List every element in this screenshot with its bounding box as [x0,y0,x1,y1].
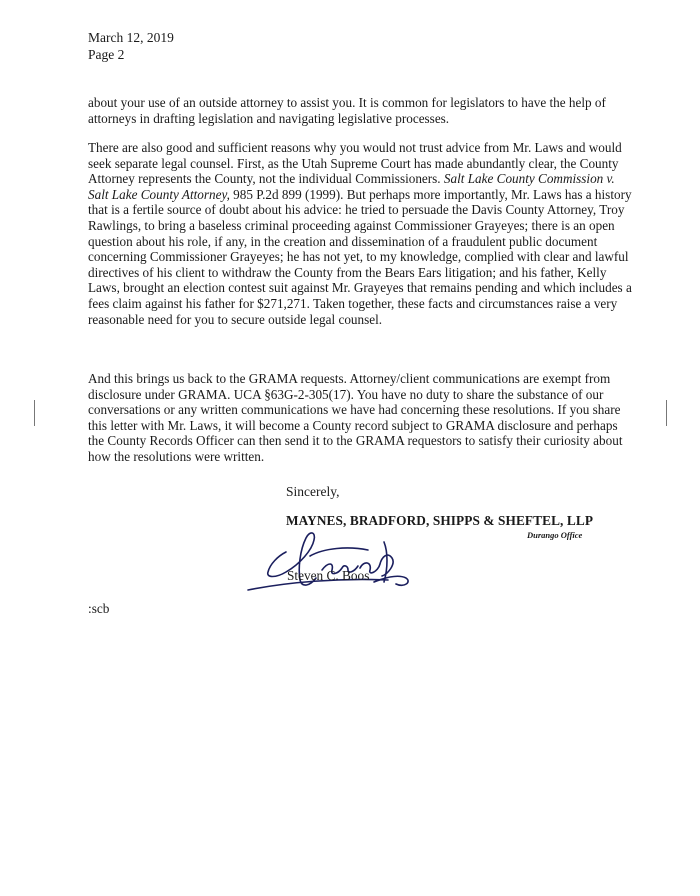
scan-margin-mark-left [34,400,35,426]
letter-header [88,29,174,63]
paragraph-1-text: about your use of an outside attorney to assist you. It is common for legislators to have the help of attorneys in drafting legislation and navigating legislative processes. [88,95,606,126]
paragraph-3-text: And this brings us back to the GRAMA requests. Attorney/client communications are exempt from disclosure under GRAMA. UCA §63G-2-305(17). You have no duty to share the substance of our conversations or any written communications we have had concerning these resolutions. If you share this letter with Mr. Laws, it will become a County record subject to GRAMA disclosure and perhaps the County Records Officer can then send it to the GRAMA requestors to satisfy their curiosity about how the resolutions were written. [88,371,623,464]
paragraph-2-text [88,140,633,327]
paragraph-3 [88,371,633,465]
closing-salutation: Sincerely, [286,484,340,499]
paragraph-2-part-2: 985 P.2d 899 (1999). But perhaps more importantly, Mr. Laws has a history that is a fertile source of doubt about his advice: he tried to persuade the Davis County Attorney, Troy Rawlings, to bring a baseless criminal proceeding against Commissioner Grayeyes; there is an open question about his role, if any, in the creation and dissemination of a fraudulent public document concerning Commissioner Grayeyes; he has not yet, to my knowledge, complied with clear and lawful directives of his client to withdraw the County from the Bears Ears litigation; and his father, Kelly Laws, brought an election contest suit against Mr. Grayeyes that remains pending and which includes a fees claim against his father for $271,271. Taken together, these facts and circumstances raise a very reasonable need for you to secure outside legal counsel. [88,186,632,327]
paragraph-2-part-1: There are also good and sufficient reasons why you would not trust advice from Mr. Laws and would seek separate legal counsel. First, as the Utah Supreme Court has made abundantly clear, the County Attorney represents the County, not the individual Commissioners. [88,140,622,187]
letter-date: March 12, 2019 [88,30,174,45]
typist-initials: :scb [88,601,110,616]
scan-margin-mark-right [666,400,667,426]
page-number: Page 2 [88,47,125,62]
office-name: Durango Office [527,530,583,540]
case-citation: Salt Lake County Commission v. Salt Lake County Attorney, [88,171,615,202]
handwritten-signature [228,512,428,597]
paragraph-1 [88,95,633,126]
signer-name: Steven C. Boos [287,568,370,583]
paragraph-2 [88,140,633,327]
firm-name: MAYNES, BRADFORD, SHIPPS & SHEFTEL, LLP [286,513,594,528]
